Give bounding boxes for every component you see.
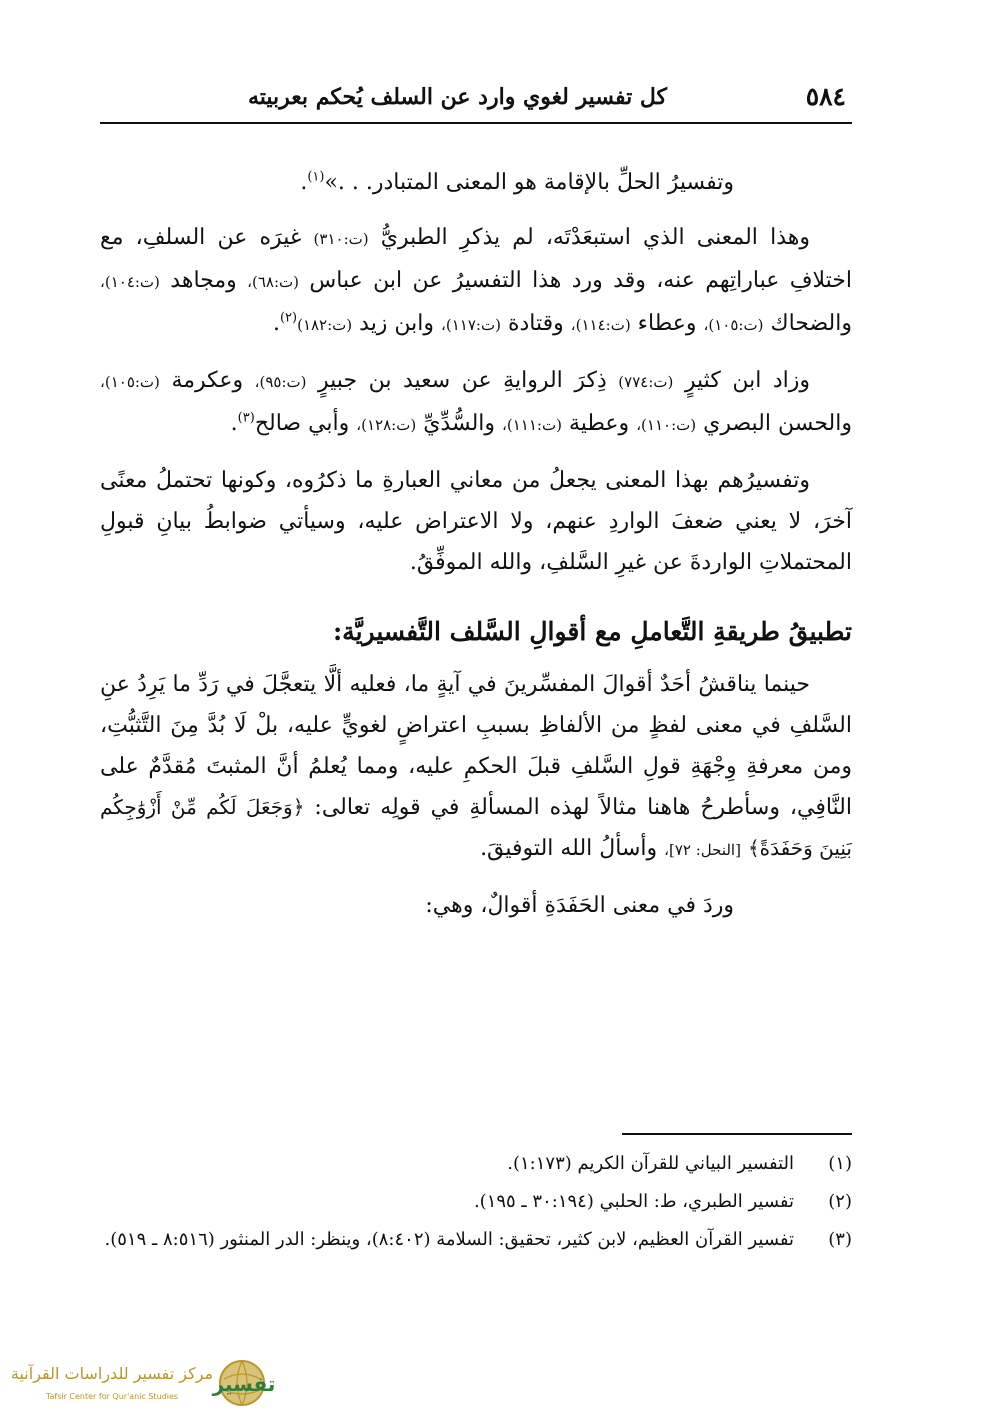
paragraph-4: وتفسيرُهم بهذا المعنى يجعلُ من معاني العبارةِ ما ذكرُوه، وكونها تحتملُ معنًى آخرَ، لا يعني ضعفَ الواردِ عنهم، ولا الاعتراض عليه، وسيأتي ضوابطُ بيانِ قبولِ المحتملاتِ الواردةَ عن غيرِ السَّلفِ، والله الموفِّقُ.	[100, 468, 852, 575]
paragraph-1: وتفسيرُ الحلِّ بالإقامة هو المعنى المتبادر. . .»$^{(١)}$.	[300, 169, 734, 195]
logo-center-name: مركز تفسير للدراسات القرآنية	[10, 1364, 214, 1383]
paragraph-5: حينما يناقشُ أحَدٌ أقوالَ المفسِّرينَ في آيةٍ ما، فعليه ألَّا يتعجَّلَ في رَدِّ ما يَرِدُ عنِ السَّلفِ في معنى لفظٍ من الألفاظِ بسببِ اعتراضٍ لغويٍّ عليه، بلْ لَا بُدَّ مِنَ التَّثبُّتِ، ومن معرفةِ وِجْهَةِ قولِ السَّلفِ قبلَ الحكمِ عليه، ومما يُعلمُ أنَّ المثبتَ مُقدَّمٌ على النَّافِي، وسأطرحُ هاهنا مثالاً لهذه المسألةِ في قولِه تعالى: ﴿وَجَعَلَ لَكُم مِّنْ أَزْوَٰجِكُم بَنِينَ وَحَفَدَةً﴾ [النحل: ٧٢]، وأسألُ الله التوفيقَ.	[100, 672, 853, 861]
section-heading: تطبيقُ طريقةِ التَّعاملِ مع أقوالِ السَّلف التَّفسيريَّة:	[332, 617, 852, 646]
running-title: كل تفسير لغوي وارد عن السلف يُحكم بعربيته	[247, 84, 667, 110]
main-text	[100, 162, 852, 940]
footnote-ref-3: (٣)	[237, 410, 255, 426]
quran-verse: ﴿وَجَعَلَ لَكُم مِّنْ أَزْوَٰجِكُم بَنِينَ وَحَفَدَةً﴾	[100, 795, 852, 860]
footnote-2: (٢) تفسير الطبري، ط: الحلبي (٣٠:١٩٤ ـ ١٩٥).	[473, 1191, 852, 1212]
page-number: ٥٨٤	[805, 82, 846, 111]
paragraph-6: وردَ في معنى الحَفَدَةِ أقوالٌ، وهي:	[425, 893, 734, 918]
footnote-3: (٣) تفسير القرآن العظيم، لابن كثير، تحقيق: السلامة (٨:٤٠٢)، وينظر: الدر المنثور (٨:٥١٦ ـ ٥١٩).	[104, 1229, 852, 1250]
footnote-1: (١) التفسير البياني للقرآن الكريم (١:١٧٣).	[507, 1153, 852, 1174]
footnote-ref-2: (٢)	[279, 310, 298, 326]
page-header	[100, 82, 852, 124]
footnote-ref-1: (١)	[307, 169, 325, 185]
paragraph-3: وزاد ابن كثيرٍ (ت:٧٧٤) ذِكرَ الروايةِ عن سعيد بن جبيرٍ (ت:٩٥)، وعكرمة (ت:١٠٥)، والحسن البصري (ت:١١٠)، وعطية (ت:١١١)، والسُّدِّيِّ (ت:١٢٨)، وأبي صالح$^{(٣)}$.	[100, 368, 852, 436]
logo-center-name-en: Tafsir Center for Qur'anic Studies	[45, 1392, 179, 1401]
footnotes	[100, 1148, 852, 1262]
logo-brand: تفسير	[212, 1372, 276, 1396]
tafsir-center-logo	[4, 1349, 276, 1415]
verse-citation: [النحل: ٧٢]،	[664, 841, 741, 859]
paragraph-2: وهذا المعنى الذي استبعَدْتَه، لم يذكرِ الطبريُّ (ت:٣١٠) غيرَه عن السلفِ، مع اختلافِ عباراتِهم عنه، وقد ورد هذا التفسيرُ عن ابن عباس (ت:٦٨)، ومجاهد (ت:١٠٤)، والضحاك (ت:١٠٥)، وعطاء (ت:١١٤)، وقتادة (ت:١١٧)، وابن زيد (ت:١٨٢)$^{(٢)}$.	[100, 225, 853, 336]
footnote-divider	[622, 1133, 852, 1135]
